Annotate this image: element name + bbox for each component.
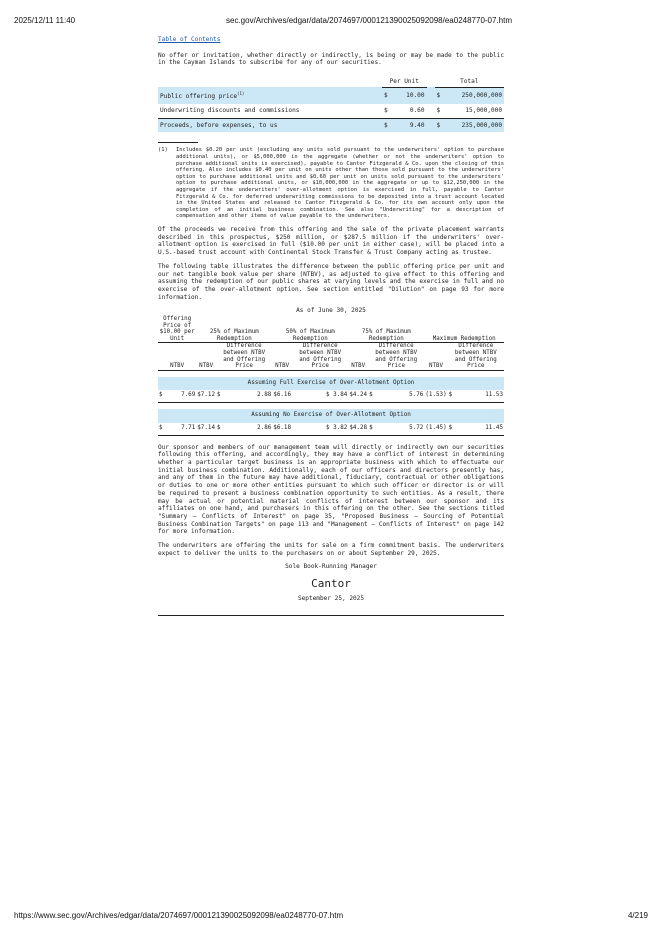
ntbv-col-header: NTBV (158, 343, 196, 370)
ntbv-col-header: NTBV (196, 343, 216, 370)
manager-name: Cantor (311, 577, 351, 591)
group-header: Offering Price of $10.00 per Unit (159, 316, 195, 342)
cell: 5.76 (382, 390, 424, 402)
browser-datetime: 2025/12/11 11:40 (14, 16, 76, 25)
footnote-divider (158, 142, 198, 143)
footnote (158, 147, 504, 220)
ntbv-col-header: NTBV (272, 343, 292, 370)
cell: $ (158, 390, 168, 402)
difference-col-header: Difference between NTBV and Offering Price (292, 343, 348, 370)
ntbv-col-header: NTBV (348, 343, 368, 370)
cell: $ (368, 423, 382, 435)
cell: $ (216, 390, 230, 402)
table-row (158, 423, 504, 435)
row-label: Proceeds, before expenses, to us (158, 118, 382, 132)
total-value: 250,000,000 (445, 87, 504, 104)
per-unit-header: Per Unit (382, 77, 427, 87)
intro-paragraph: No offer or invitation, whether directly or indirectly, is being or may be made to the public in the Cayman Islands to subscribe for any of our securities. (158, 51, 504, 67)
difference-col-header: Difference between NTBV and Offering Price (368, 343, 424, 370)
cell: $7.14 (196, 423, 216, 435)
per-unit-value: 10.00 (393, 87, 426, 104)
cell: $ (448, 423, 460, 435)
manager-label: Sole Book-Running Manager (285, 563, 377, 571)
difference-col-header: Difference between NTBV and Offering Price (216, 343, 272, 370)
group-header: 50% of Maximum Redemption (272, 316, 348, 343)
cell: (1.53) (424, 390, 447, 402)
prospectus-page (158, 36, 504, 616)
cell: $4.24 (348, 390, 368, 402)
table-row (158, 118, 504, 132)
cell: 5.72 (382, 423, 424, 435)
per-unit-value: 9.40 (393, 118, 426, 132)
ntbv-paragraph: The following table illustrates the difference between the public offering price per unit and our net tangible book value per share (NTBV), as adjusted to give effect to this offering and assuming the redemption of our public shares at varying levels and the exercise in full and no exercise of the over-allotment option. See section entitled "Dilution" on page 93 for more information. (158, 262, 504, 301)
cell: $6.18 (272, 423, 292, 435)
cell: 2.86 (230, 423, 272, 435)
group-header: 75% of Maximum Redemption (348, 316, 424, 343)
cell: $ 3.82 (292, 423, 348, 435)
cell: 11.53 (460, 390, 504, 402)
section-title: Assuming No Exercise of Over-Allotment Option (158, 409, 504, 423)
footnote-text: Includes $0.20 per unit (excluding any units sold pursuant to the underwriters' option to purchase additional units), or $5,000,000 in the aggregate (whether or not the underwriters' option to purchase additional units is exercised), payable to Cantor Fitzgerald & Co. upon the closing of this offering. Also includes $0.40 per unit on units other than those sold pursuant to the underwriters' option to purchase additional units and $0.60 per unit on units sold pursuant to the underwriters' option to purchase additional units, or $10,000,000 in the aggregate or up to $12,250,000 in the aggregate if the underwriters' over-allotment option is exercised in full, payable to Cantor Fitzgerald & Co. for deferred underwriting commissions to be deposited into a trust account located in the United States and released to Cantor Fitzgerald & Co. for its own account only upon the completion of an initial business combination. See also "Underwriting" for a description of compensation and other items of value payable to the underwriters. (176, 147, 504, 220)
currency: $ (382, 87, 393, 104)
table-of-contents-link[interactable]: Table of Contents (158, 36, 221, 43)
footnote-ref: (1) (237, 91, 245, 97)
cell: (1.45) (424, 423, 447, 435)
section-title: Assuming Full Exercise of Over-Allotment Option (158, 377, 504, 391)
table-row (158, 390, 504, 402)
currency: $ (384, 107, 388, 115)
cell: $ (448, 390, 460, 402)
cell: 2.88 (230, 390, 272, 402)
total-value: 235,000,000 (445, 118, 504, 132)
browser-url: https://www.sec.gov/Archives/edgar/data/2074697/000121390025092098/ea0248770-07.htm (14, 911, 344, 920)
per-unit-value: 0.60 (409, 107, 425, 115)
page-counter: 4/219 (627, 911, 648, 920)
cell: $6.16 (272, 390, 292, 402)
page-end-divider (158, 615, 504, 616)
browser-page-title: sec.gov/Archives/edgar/data/2074697/000121390025092098/ea0248770-07.htm (226, 16, 513, 25)
row-label: Underwriting discounts and commissions (160, 107, 300, 115)
cell: 11.45 (460, 423, 504, 435)
table-row (158, 104, 504, 118)
difference-col-header: Difference between NTBV and Offering Price (448, 343, 504, 370)
group-header: 25% of Maximum Redemption (196, 316, 272, 343)
cell: 7.69 (168, 390, 197, 402)
table-row (158, 87, 504, 104)
total-value: 15,000,000 (465, 107, 502, 115)
total-header: Total (435, 77, 504, 87)
as-of-date: As of June 30, 2025 (296, 307, 366, 315)
cell: $ (368, 390, 382, 402)
offering-date: September 25, 2025 (297, 595, 365, 603)
cell: $ (158, 423, 168, 435)
delivery-paragraph: The underwriters are offering the units for sale on a firm commitment basis. The underwriters expect to deliver the units to the purchasers on or about September 29, 2025. (158, 542, 504, 557)
footnote-marker: (1) (158, 147, 168, 154)
ntbv-table (158, 316, 504, 436)
cell: 7.71 (168, 423, 197, 435)
currency: $ (435, 87, 445, 104)
ntbv-col-header: NTBV (424, 343, 447, 370)
currency: $ (436, 107, 441, 115)
group-header: Maximum Redemption (424, 316, 504, 343)
cell: $4.28 (348, 423, 368, 435)
proceeds-paragraph: Of the proceeds we receive from this offering and the sale of the private placement warrants described in this prospectus, $250 million, or $287.5 million if the underwriters' over-allotment option is exercised in full ($10.00 per unit in either case), will be placed into a U.S.-based trust account with Continental Stock Transfer & Trust Company acting as trustee. (158, 225, 504, 257)
cell: $ 3.84 (292, 390, 348, 402)
conflicts-paragraph: Our sponsor and members of our management team will directly or indirectly own our securities following this offering, and accordingly, they may have a conflict of interest in determining whether a particular target business is an appropriate business with which to effectuate our initial business combination. Additionally, each of our officers and directors presently has, and any of them in the future may have additional, fiduciary, contractual or other obligations or duties to one or more other entities pursuant to which such officer or director is or will be required to present a business combination opportunity to such entities. As a result, there may be actual or potential material conflicts of interest between our sponsor and its affiliates on one hand, and purchasers in this offering on the other. See the sections titled "Summary — Conflicts of Interest" on page 35, "Proposed Business — Sourcing of Potential Business Combination Targets" on page 113 and "Management — Conflicts of Interest" on page 142 for more information. (158, 443, 504, 536)
currency: $ (382, 118, 393, 132)
cell: $7.12 (196, 390, 216, 402)
row-label: Public offering price (160, 93, 238, 101)
cell: $ (216, 423, 230, 435)
offering-price-table (158, 77, 504, 132)
currency: $ (435, 118, 445, 132)
